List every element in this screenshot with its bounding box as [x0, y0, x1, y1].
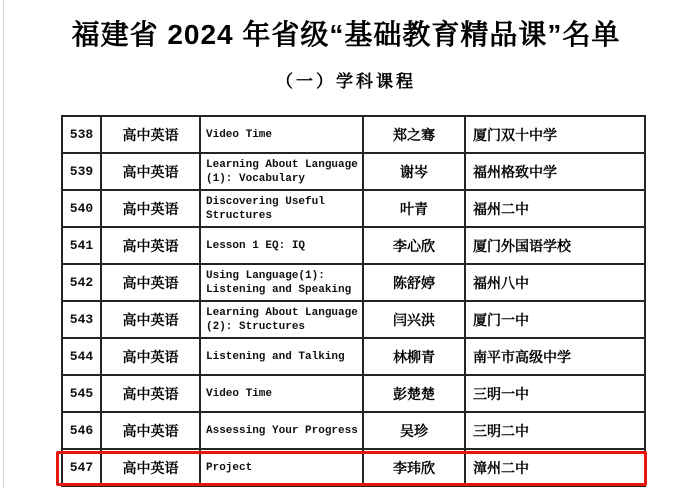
row-number-cell: 540 [62, 190, 101, 227]
teacher-cell: 李玮欣 [363, 449, 465, 486]
course-list-table [61, 115, 646, 487]
course-title-cell: Using Language(1): Listening and Speaking [200, 264, 363, 301]
teacher-cell: 谢岑 [363, 153, 465, 190]
teacher-cell: 闫兴洪 [363, 301, 465, 338]
page-title: 福建省 2024 年省级“基础教育精品课”名单 [71, 19, 621, 50]
school-cell: 三明二中 [465, 412, 645, 449]
subject-cell: 高中英语 [101, 190, 200, 227]
table-row [62, 375, 645, 412]
school-cell: 南平市高级中学 [465, 338, 645, 375]
teacher-cell: 郑之骞 [363, 116, 465, 153]
row-number-cell: 546 [62, 412, 101, 449]
row-number-cell: 545 [62, 375, 101, 412]
teacher-cell: 彭楚楚 [363, 375, 465, 412]
table-row [62, 412, 645, 449]
row-number-cell: 541 [62, 227, 101, 264]
teacher-cell: 陈舒婷 [363, 264, 465, 301]
course-title-cell: Video Time [200, 116, 363, 153]
subject-cell: 高中英语 [101, 264, 200, 301]
subject-cell: 高中英语 [101, 338, 200, 375]
school-cell: 福州格致中学 [465, 153, 645, 190]
course-title-cell: Listening and Talking [200, 338, 363, 375]
row-number-cell: 544 [62, 338, 101, 375]
subject-cell: 高中英语 [101, 301, 200, 338]
section-heading: （一）学科课程 [276, 72, 416, 91]
row-number-cell: 547 [62, 449, 101, 486]
course-title-cell: Lesson 1 EQ: IQ [200, 227, 363, 264]
course-title-cell: Discovering Useful Structures [200, 190, 363, 227]
subject-cell: 高中英语 [101, 153, 200, 190]
teacher-cell: 林柳青 [363, 338, 465, 375]
teacher-cell: 吴珍 [363, 412, 465, 449]
school-cell: 厦门外国语学校 [465, 227, 645, 264]
course-title-cell: Video Time [200, 375, 363, 412]
subject-cell: 高中英语 [101, 449, 200, 486]
course-title-cell: Project [200, 449, 363, 486]
subject-cell: 高中英语 [101, 375, 200, 412]
course-title-cell: Learning About Language (1): Vocabulary [200, 153, 363, 190]
subject-cell: 高中英语 [101, 116, 200, 153]
table-row [62, 301, 645, 338]
table-row [62, 116, 645, 153]
table-row-highlighted [62, 449, 645, 486]
school-cell: 厦门双十中学 [465, 116, 645, 153]
school-cell: 漳州二中 [465, 449, 645, 486]
course-title-cell: Assessing Your Progress [200, 412, 363, 449]
row-number-cell: 539 [62, 153, 101, 190]
table-row [62, 153, 645, 190]
table-row [62, 338, 645, 375]
school-cell: 福州二中 [465, 190, 645, 227]
row-number-cell: 542 [62, 264, 101, 301]
teacher-cell: 李心欣 [363, 227, 465, 264]
row-number-cell: 543 [62, 301, 101, 338]
teacher-cell: 叶青 [363, 190, 465, 227]
table-row [62, 227, 645, 264]
row-number-cell: 538 [62, 116, 101, 153]
subject-cell: 高中英语 [101, 412, 200, 449]
school-cell: 福州八中 [465, 264, 645, 301]
course-title-cell: Learning About Language (2): Structures [200, 301, 363, 338]
table-row [62, 264, 645, 301]
school-cell: 厦门一中 [465, 301, 645, 338]
subject-cell: 高中英语 [101, 227, 200, 264]
table-row [62, 190, 645, 227]
school-cell: 三明一中 [465, 375, 645, 412]
